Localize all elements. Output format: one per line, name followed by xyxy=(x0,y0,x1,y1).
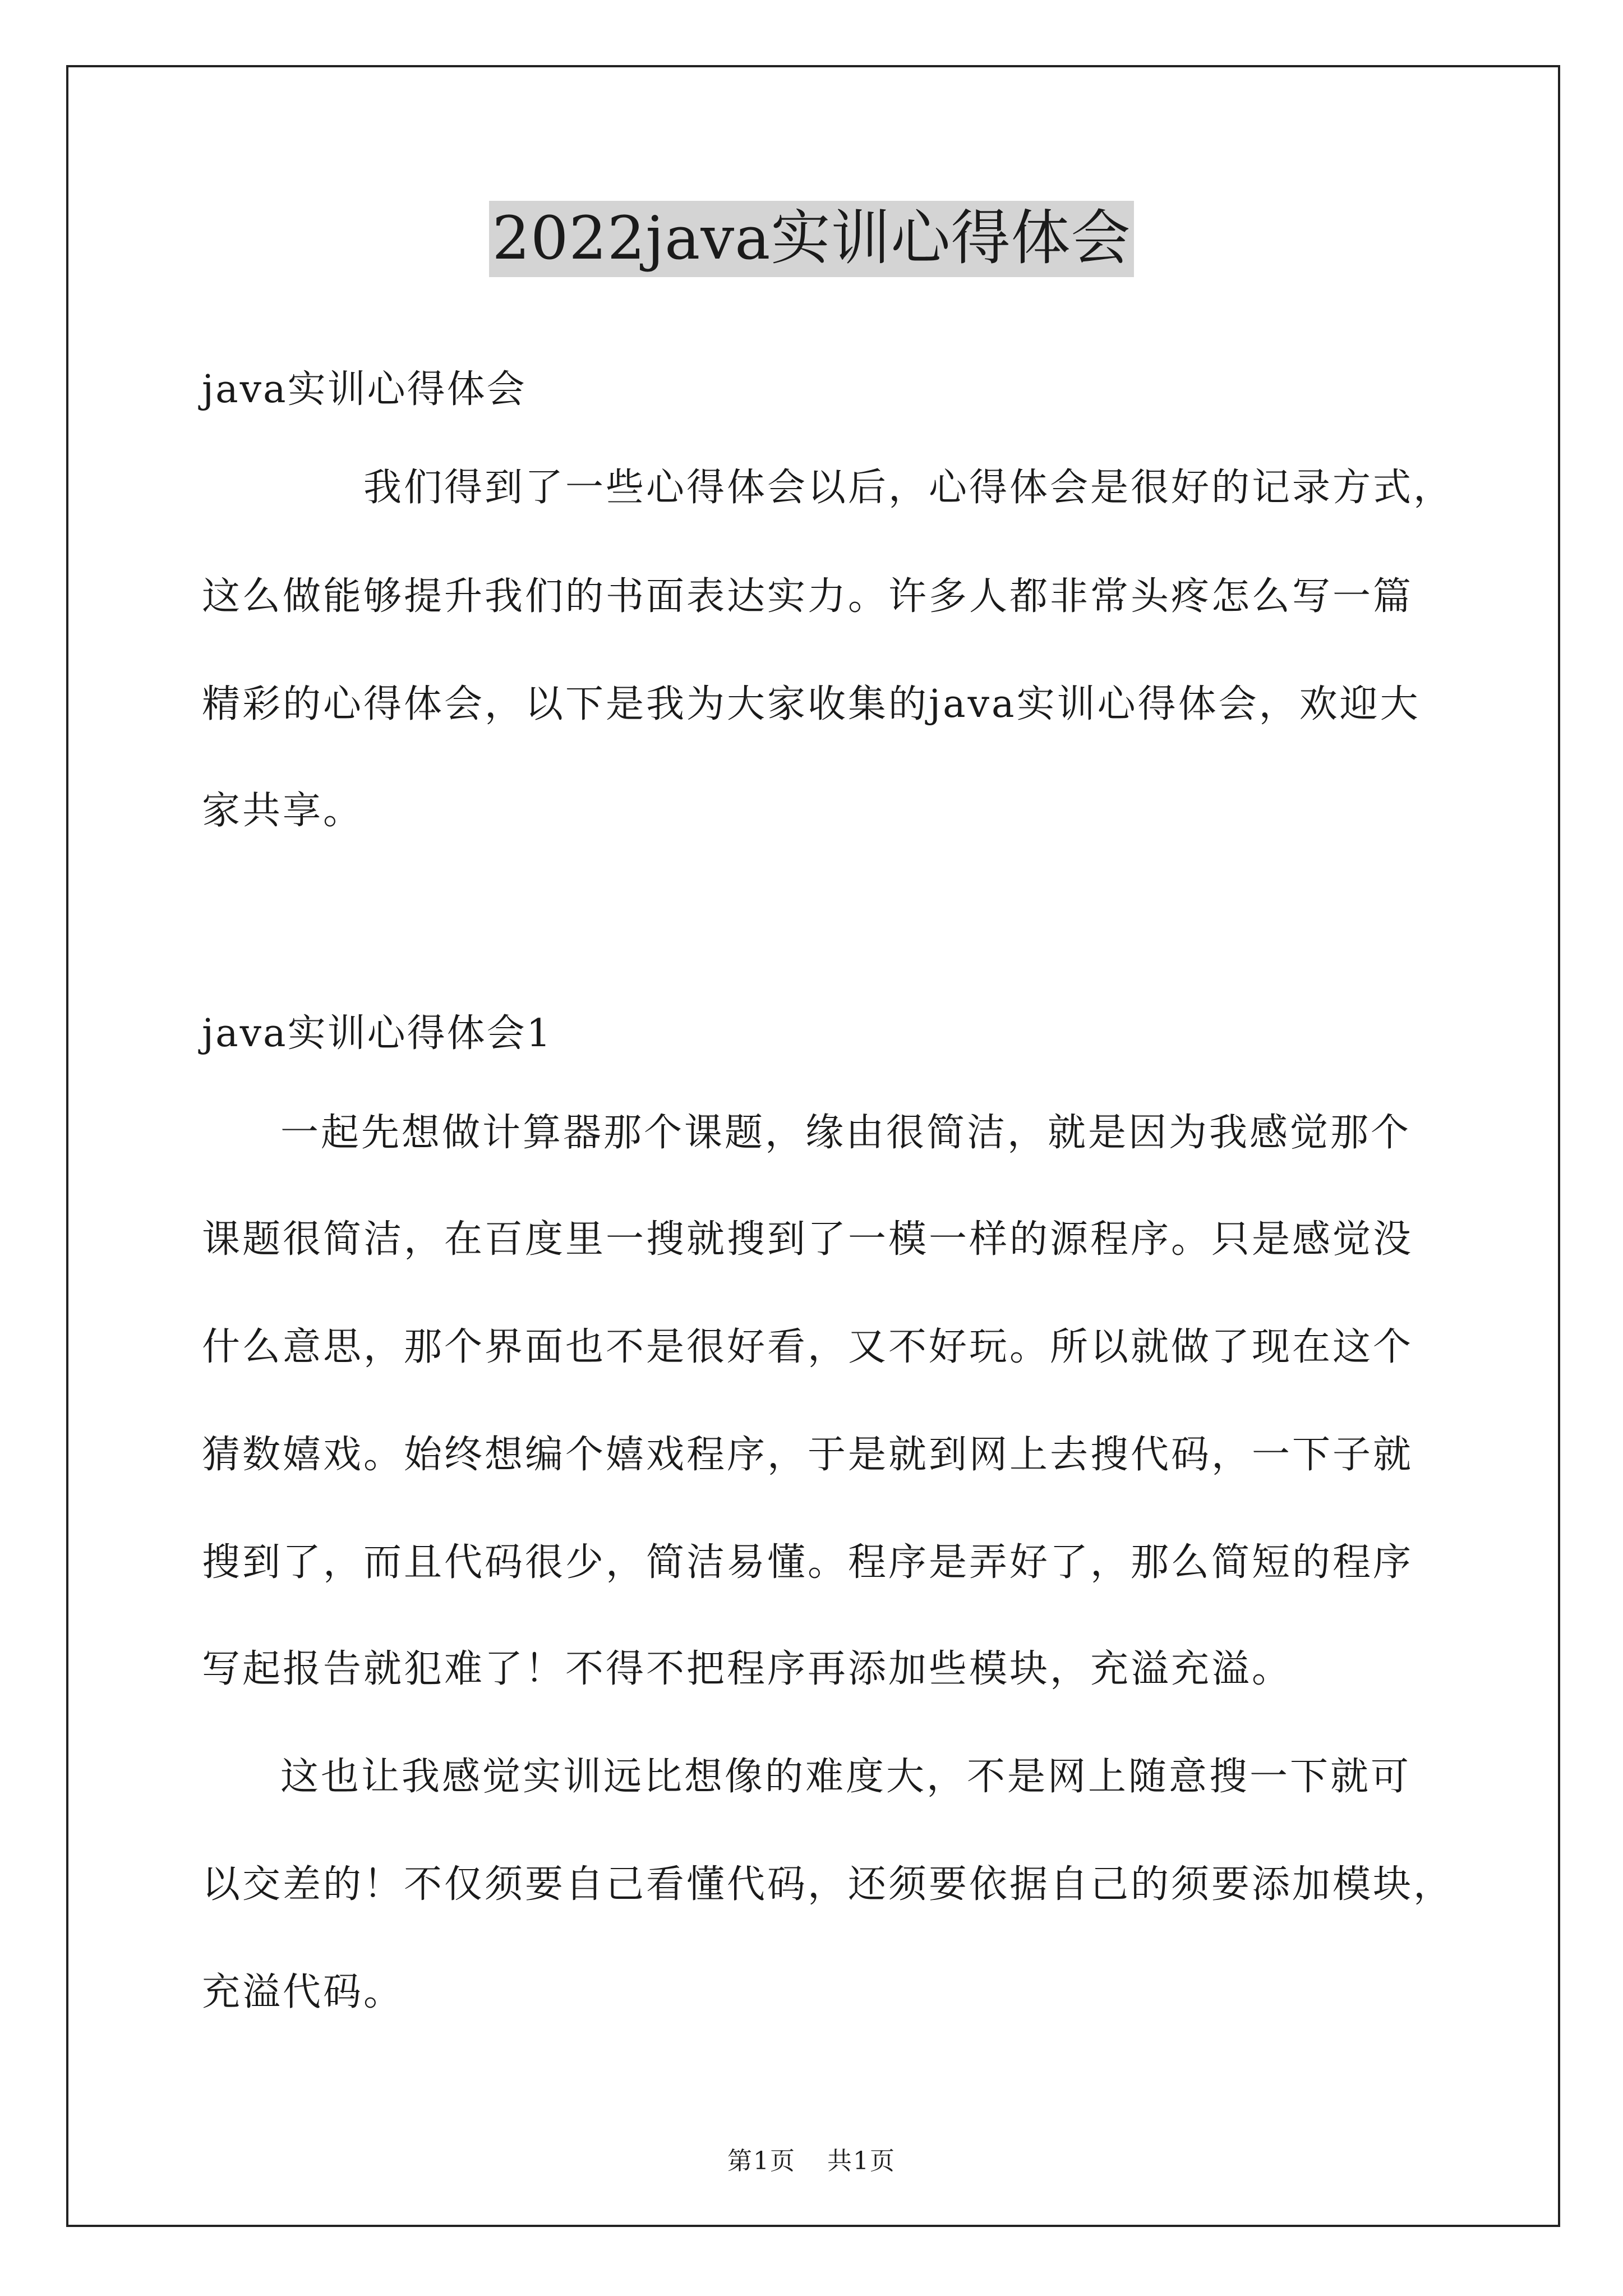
document-title xyxy=(0,201,1623,277)
section-para1-line-4: 猜数嬉戏。始终想编个嬉戏程序，于是就到网上去搜代码，一下子就 xyxy=(202,1433,1414,1477)
page-number-total: 共1页 xyxy=(827,2147,896,2175)
intro-line-3: 精彩的心得体会，以下是我为大家收集的java实训心得体会，欢迎大 xyxy=(202,682,1421,726)
section-heading: java实训心得体会1 xyxy=(202,1011,552,1056)
page-number-current: 第1页 xyxy=(727,2147,796,2175)
section-para1-line-3: 什么意思，那个界面也不是很好看，又不好玩。所以就做了现在这个 xyxy=(202,1325,1414,1369)
intro-line-1: 我们得到了一些心得体会以后，心得体会是很好的记录方式， xyxy=(363,466,1454,510)
page-footer xyxy=(0,2141,1623,2177)
section-para1-line-6: 写起报告就犯难了！不得不把程序再添加些模块，充溢充溢。 xyxy=(202,1647,1293,1691)
section-para2-line-2: 以交差的！不仅须要自己看懂代码，还须要依据自己的须要添加模块， xyxy=(202,1862,1454,1907)
intro-line-2: 这么做能够提升我们的书面表达实力。许多人都非常头疼怎么写一篇 xyxy=(202,574,1414,619)
section-para1-line-5: 搜到了，而且代码很少，简洁易懂。程序是弄好了，那么简短的程序 xyxy=(202,1540,1414,1585)
section-para1-line-2: 课题很简洁，在百度里一搜就搜到了一模一样的源程序。只是感觉没 xyxy=(202,1217,1414,1262)
intro-heading: java实训心得体会 xyxy=(202,367,527,412)
section-para2-line-3: 充溢代码。 xyxy=(202,1970,404,2014)
intro-line-4: 家共享。 xyxy=(202,789,364,833)
section-para2-line-1: 这也让我感觉实训远比想像的难度大，不是网上随意搜一下就可 xyxy=(280,1755,1412,1799)
section-para1-line-1: 一起先想做计算器那个课题，缘由很简洁，就是因为我感觉那个 xyxy=(280,1111,1412,1155)
document-title-text: 2022java实训心得体会 xyxy=(489,201,1135,277)
